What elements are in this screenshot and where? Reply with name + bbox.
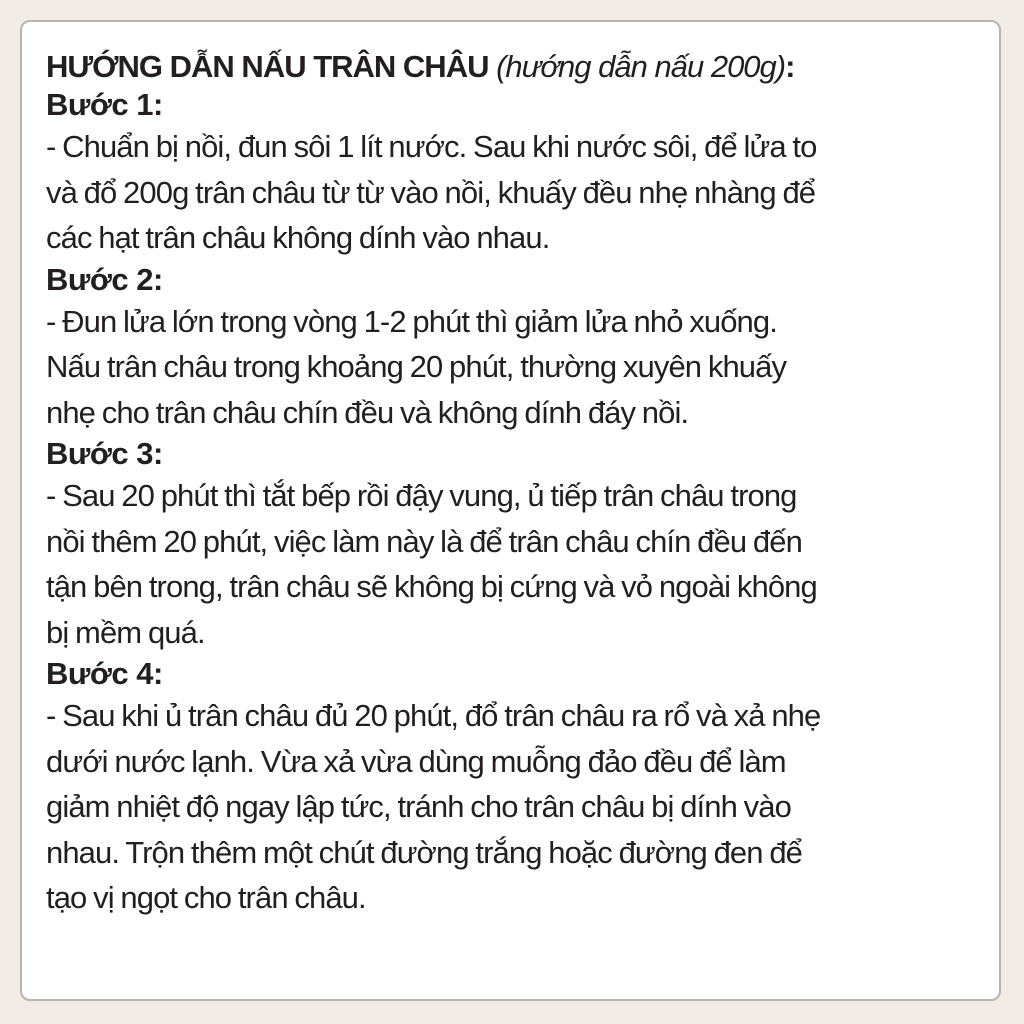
step-1-line-1: - Chuẩn bị nồi, đun sôi 1 lít nước. Sau khi nước sôi, để lửa to <box>46 129 817 164</box>
step-4-line-4: nhau. Trộn thêm một chút đường trắng hoặc đường đen để <box>46 834 803 870</box>
step-3-heading: Bước 3: <box>46 436 163 471</box>
step-4-heading: Bước 4: <box>46 656 163 691</box>
step-1-heading: Bước 1: <box>46 87 163 122</box>
instruction-card <box>20 20 1001 1001</box>
step-3-line-1: - Sau 20 phút thì tắt bếp rồi đậy vung, ủ tiếp trân châu trong <box>46 478 797 513</box>
step-4-line-5: tạo vị ngọt cho trân châu. <box>46 880 366 915</box>
step-1-line-3: các hạt trân châu không dính vào nhau. <box>46 220 550 255</box>
step-3 <box>46 435 977 655</box>
step-4 <box>46 655 977 921</box>
step-2-line-2: Nấu trân châu trong khoảng 20 phút, thường xuyên khuấy <box>46 349 787 384</box>
step-3-line-4: bị mềm quá. <box>46 614 205 650</box>
page-title <box>46 48 977 86</box>
step-3-line-3: tận bên trong, trân châu sẽ không bị cứng và vỏ ngoài không <box>46 569 817 604</box>
title-note: (hướng dẫn nấu 200g) <box>496 49 786 84</box>
step-4-line-3: giảm nhiệt độ ngay lập tức, tránh cho trân châu bị dính vào <box>46 789 791 824</box>
step-3-line-2: nồi thêm 20 phút, việc làm này là để trân châu chín đều đến <box>46 523 802 559</box>
step-2 <box>46 261 977 436</box>
step-4-line-2: dưới nước lạnh. Vừa xả vừa dùng muỗng đảo đều để làm <box>46 743 786 779</box>
step-2-line-1: - Đun lửa lớn trong vòng 1-2 phút thì giảm lửa nhỏ xuống. <box>46 303 777 339</box>
step-1 <box>46 86 977 261</box>
title-colon: : <box>785 49 795 84</box>
step-2-line-3: nhẹ cho trân châu chín đều và không dính đáy nồi. <box>46 394 689 430</box>
title-main: HƯỚNG DẪN NẤU TRÂN CHÂU <box>46 49 489 84</box>
step-1-line-2: và đổ 200g trân châu từ từ vào nồi, khuấy đều nhẹ nhàng để <box>46 174 816 210</box>
step-4-line-1: - Sau khi ủ trân châu đủ 20 phút, đổ trân châu ra rổ và xả nhẹ <box>46 698 821 733</box>
step-2-heading: Bước 2: <box>46 261 163 297</box>
